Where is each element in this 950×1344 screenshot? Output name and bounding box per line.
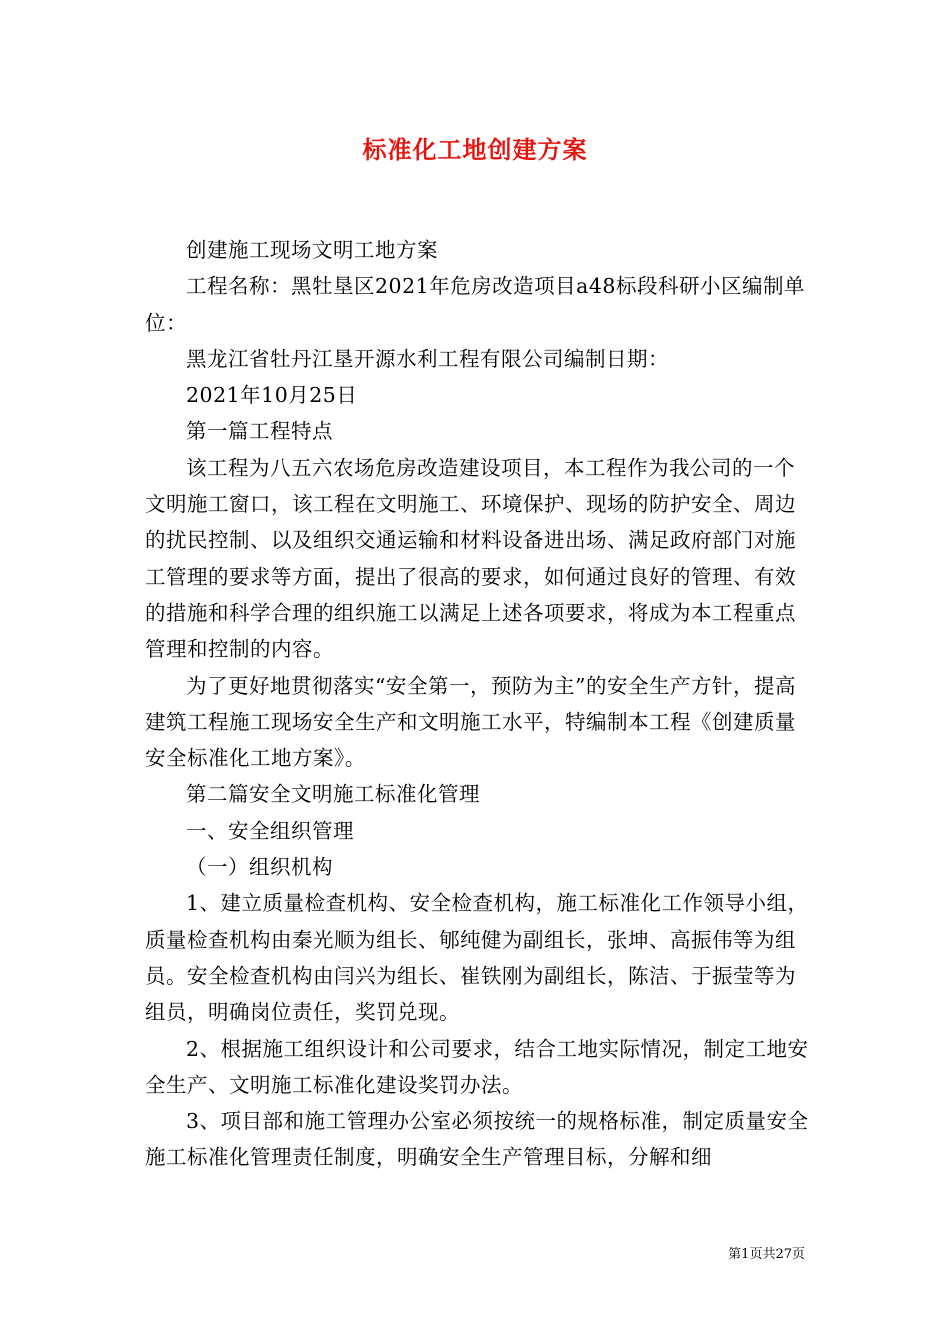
- paragraph: 2021年10月25日: [186, 383, 358, 408]
- paragraph: 黑龙江省牡丹江垦开源水利工程有限公司编制日期：: [186, 346, 669, 371]
- subsection-heading: 一、安全组织管理: [186, 818, 354, 843]
- section-heading: 第一篇工程特点: [186, 419, 333, 444]
- paragraph: 为了更好地贯彻落实“安全第一，预防为主”的安全生产方针，提高建筑工程施工现场安全生产和文明施工水平，特编制本工程《创建质量安全标准化工地方案》。: [145, 673, 796, 771]
- paragraph: 3、项目部和施工管理办公室必须按统一的规格标准，制定质量安全施工标准化管理责任制度，明确安全生产管理目标，分解和细: [145, 1109, 809, 1170]
- document-body: [145, 232, 810, 1176]
- paragraph: 创建施工现场文明工地方案: [186, 238, 438, 262]
- paragraph: 该工程为八五六农场危房改造建设项目，本工程作为我公司的一个文明施工窗口，该工程在文明施工、环境保护、现场的防护安全、周边的扰民控制、以及组织交通运输和材料设备进出场、满足政府部门对施工管理的要求等方面，提出了很高的要求，如何通过良好的管理、有效的措施和科学合理的组织施工以满足上述各项要求，将成为本工程重点管理和控制的内容。: [145, 455, 796, 662]
- section-heading: 第二篇安全文明施工标准化管理: [186, 782, 480, 807]
- paragraph: 2、根据施工组织设计和公司要求，结合工地实际情况，制定工地安全生产、文明施工标准化建设奖罚办法。: [145, 1036, 809, 1097]
- paragraph: 工程名称：黑牡垦区2021年危房改造项目a48标段科研小区编制单位：: [145, 274, 805, 335]
- subsection-heading: （一）组织机构: [186, 855, 333, 880]
- page-number: 第1页共27页: [728, 1247, 805, 1262]
- paragraph: 1、建立质量检查机构、安全检查机构，施工标准化工作领导小组，质量检查机构由秦光顺为组长、郇纯健为副组长，张坤、高振伟等为组员。安全检查机构由闫兴为组长、崔铁刚为副组长，陈洁、于振莹等为组员，明确岗位责任，奖罚兑现。: [145, 891, 809, 1025]
- document-title: 标准化工地创建方案: [362, 135, 588, 164]
